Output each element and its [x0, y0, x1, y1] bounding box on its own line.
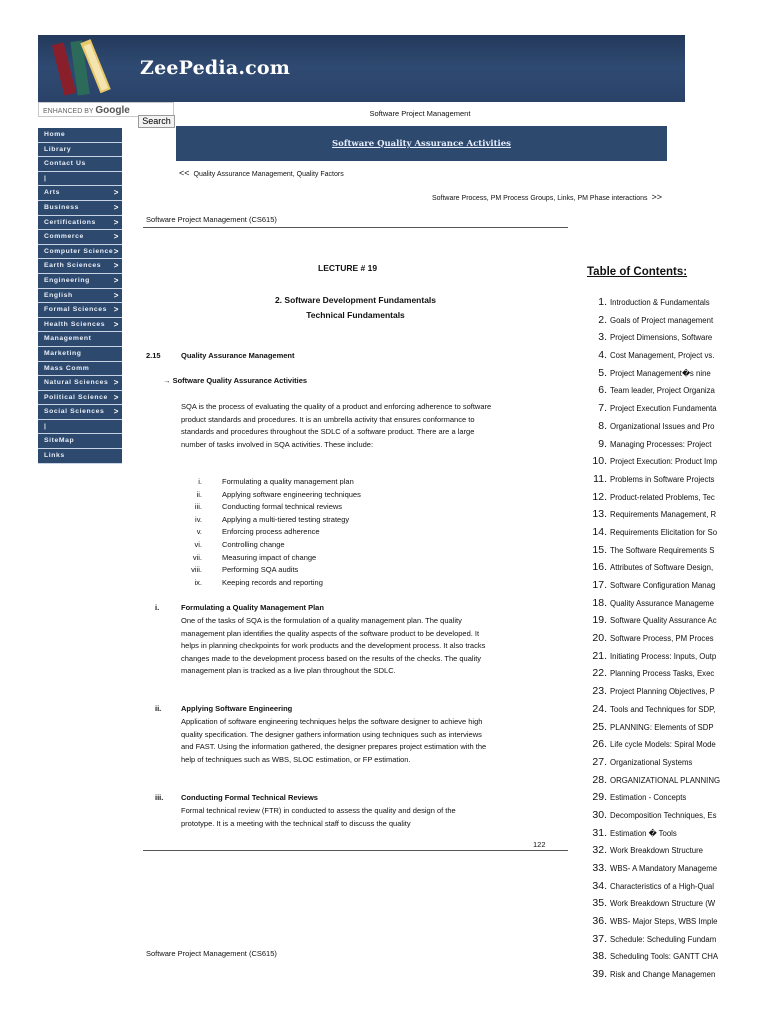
next-page-header: Software Project Management (CS615) [146, 949, 277, 958]
sidebar-item[interactable] [38, 216, 122, 231]
subsection-title: Applying Software Engineering [181, 704, 293, 713]
toc-item[interactable] [588, 577, 733, 595]
sidebar-item-label: Links [44, 452, 65, 460]
list-item-number: vi. [194, 539, 202, 549]
sidebar-item[interactable] [38, 405, 122, 420]
next-page-label: Software Process, PM Process Groups, Links, PM Phase interactions [431, 195, 648, 202]
toc-item-number: 39. [592, 968, 607, 981]
toc-item[interactable] [588, 913, 733, 931]
list-item-text: Applying software engineering techniques [222, 489, 361, 499]
next-arrow-icon: >> [651, 192, 662, 202]
sidebar-item[interactable] [38, 157, 122, 172]
list-item [181, 564, 481, 577]
list-item-text: Applying a multi-tiered testing strategy [222, 514, 350, 524]
sidebar-item-label: Commerce [44, 233, 84, 241]
toc-item-link[interactable]: Project Management�s nine [610, 368, 711, 378]
sidebar-item[interactable] [38, 274, 122, 289]
sidebar-item[interactable] [38, 449, 122, 464]
chevron-right-icon: > [113, 217, 119, 227]
toc-item-number: 32. [592, 844, 607, 857]
sidebar-item[interactable] [38, 420, 122, 435]
toc-item-number: 18. [592, 596, 607, 609]
toc-item[interactable] [588, 595, 733, 613]
toc-item[interactable] [588, 542, 733, 560]
toc-item-link[interactable]: Decomposition Techniques, Es [610, 810, 717, 820]
toc-item[interactable] [588, 878, 733, 896]
toc-item[interactable] [588, 630, 733, 648]
toc-item-link[interactable]: Work Breakdown Structure (W [610, 899, 716, 909]
sidebar-item-label: | [44, 174, 47, 182]
toc-item-number: 21. [592, 649, 607, 662]
toc-item-number: 22. [592, 667, 607, 680]
document-page [143, 215, 568, 828]
toc-item-link[interactable]: Cost Management, Project vs. [610, 351, 715, 361]
subsection-text: One of the tasks of SQA is the formulation of a quality management plan. The quality management plan identifies the quality aspects of the software product to be developed. It helps in planning checkpoints for work products and the development process. It also tracks changes made to the development process based on the results of the checks. The quality management plan is tracked as a live plan throughout the SDLC. [181, 616, 486, 676]
chevron-right-icon: > [113, 407, 119, 417]
toc-item-link[interactable]: Project Execution: Product Imp [610, 457, 718, 467]
sidebar-item[interactable] [38, 230, 122, 245]
toc-item-link[interactable]: Organizational Issues and Pro [610, 421, 715, 431]
toc-item[interactable] [588, 825, 733, 843]
chevron-right-icon: > [113, 392, 119, 402]
toc-item-number: 25. [592, 720, 607, 733]
page-heading-bar [176, 126, 667, 161]
subheading [163, 376, 307, 385]
list-item-number: iv. [195, 514, 202, 524]
chevron-right-icon: > [113, 378, 119, 388]
toc-item[interactable] [588, 612, 733, 630]
chevron-right-icon: > [113, 232, 119, 242]
toc-item-number: 24. [592, 702, 607, 715]
toc-item-number: 35. [592, 897, 607, 910]
list-item [181, 476, 481, 489]
subsection-number: ii. [155, 704, 162, 713]
list-item-text: Performing SQA audits [222, 565, 299, 575]
page-number: 122 [533, 840, 546, 849]
toc-item[interactable] [588, 312, 733, 330]
sidebar-item[interactable] [38, 201, 122, 216]
toc-item-number: 13. [592, 508, 607, 521]
toc-item-number: 10. [592, 455, 607, 468]
chevron-right-icon: > [113, 290, 119, 300]
sidebar-item[interactable] [38, 143, 122, 158]
sidebar-nav [38, 128, 122, 464]
next-page-link[interactable] [432, 192, 662, 202]
sidebar-item-label: Earth Sciences [44, 262, 102, 270]
toc-item[interactable] [588, 648, 733, 666]
lecture-number: LECTURE # 19 [318, 263, 378, 273]
toc-item-link[interactable]: Attributes of Software Design, [610, 563, 714, 573]
toc-item-link[interactable]: PLANNING: Elements of SDP [610, 722, 714, 732]
sidebar-item[interactable] [38, 347, 122, 362]
list-item-text: Measuring impact of change [222, 552, 317, 562]
list-item-number: viii. [191, 565, 202, 575]
toc-item-link[interactable]: Introduction & Fundamentals [610, 298, 710, 307]
toc-item-link[interactable]: Product-related Problems, Tec [610, 492, 715, 502]
toc-item[interactable] [588, 665, 733, 683]
sidebar-item-label: | [44, 422, 47, 430]
toc-item-link[interactable]: Software Quality Assurance Ac [610, 616, 717, 626]
list-item-number: iii. [194, 502, 202, 512]
list-item-text: Conducting formal technical reviews [222, 502, 343, 512]
toc-item-link[interactable]: Requirements Management, R [610, 510, 717, 520]
sidebar-item-label: Arts [44, 189, 60, 197]
toc-item-number: 17. [592, 579, 607, 591]
toc-item-link[interactable]: ORGANIZATIONAL PLANNING [610, 775, 721, 785]
toc-item[interactable] [588, 294, 733, 312]
sidebar-item[interactable] [38, 186, 122, 201]
document-header: Software Project Management (CS615) [143, 215, 568, 228]
toc-item-number: 29. [592, 791, 607, 804]
toc-item[interactable] [588, 453, 733, 471]
section-title: Quality Assurance Management [181, 351, 295, 360]
chevron-right-icon: > [113, 188, 119, 198]
sidebar-item[interactable] [38, 289, 122, 304]
toc-item[interactable] [588, 931, 733, 949]
toc-item-link[interactable]: Organizational Systems [610, 757, 693, 767]
subsection-title: Conducting Formal Technical Reviews [181, 793, 318, 802]
site-name[interactable]: ZeePedia.com [140, 57, 291, 79]
subsection-text: Application of software engineering techniques helps the software designer to achieve high quality specification. The designer gathers information using techniques such as interviews and FAST. Using the information gathered, the designer prepares project estimation with the help of techniques such as WBS, SLOC estimation, or FP estimation. [181, 717, 487, 764]
toc-item-link[interactable]: Project Dimensions, Software [610, 333, 713, 343]
list-item [181, 526, 481, 539]
prev-page-label: Quality Assurance Management, Quality Factors [193, 171, 344, 178]
toc-item-link[interactable]: Work Breakdown Structure [610, 846, 704, 856]
toc-item[interactable] [588, 895, 733, 913]
toc-item-number: 26. [592, 738, 607, 751]
sidebar-item[interactable] [38, 318, 122, 333]
toc-item-number: 38. [592, 950, 607, 963]
sidebar-item-label: Business [44, 203, 80, 211]
list-item-number: i. [198, 477, 202, 486]
list-item [181, 577, 481, 590]
list-item [181, 514, 481, 527]
prev-page-link[interactable] [179, 168, 344, 178]
list-item-text: Controlling change [222, 539, 285, 549]
chevron-right-icon: > [113, 246, 119, 256]
toc-item-number: 1. [598, 296, 607, 308]
toc-item-number: 31. [592, 826, 607, 839]
toc-item-link[interactable]: Goals of Project management [610, 315, 714, 325]
toc-item-link[interactable]: Managing Processes: Project [610, 439, 712, 449]
arrow-right-icon: → [163, 376, 171, 385]
toc-item[interactable] [588, 559, 733, 577]
sidebar-item[interactable] [38, 376, 122, 391]
sidebar-item[interactable] [38, 434, 122, 449]
toc-item-number: 12. [592, 490, 607, 503]
list-item-number: v. [196, 527, 202, 537]
toc-item-link[interactable]: WBS- Major Steps, WBS Imple [610, 917, 718, 927]
toc-item-number: 30. [592, 808, 607, 821]
sidebar-item[interactable] [38, 128, 122, 143]
toc-item-number: 19. [592, 614, 607, 627]
sidebar-item-label: Natural Sciences [44, 379, 109, 387]
toc-item-link[interactable]: Requirements Elicitation for So [610, 527, 718, 537]
list-item-number: vii. [192, 552, 202, 562]
chapter-subtitle: Technical Fundamentals [306, 310, 405, 320]
toc-item-number: 5. [598, 366, 607, 379]
toc-item-link[interactable]: Project Execution Fundamenta [610, 404, 717, 414]
subheading-label: Software Quality Assurance Activities [172, 376, 308, 385]
list-item [181, 501, 481, 514]
intro-paragraph: SQA is the process of evaluating the quality of a product and enforcing adherence to software product standards and procedures. It is an umbrella activity that ensures conformance to standards and procedures throughout the SDLC of a software product. There are a large number of tasks involved in SQA activities. These include: [181, 402, 492, 449]
toc-item[interactable] [588, 382, 733, 400]
list-item [181, 552, 481, 565]
toc-item-number: 28. [592, 773, 607, 786]
toc-item-link[interactable]: Scheduling Tools: GANTT CHA [610, 952, 719, 962]
toc-item[interactable] [588, 489, 733, 507]
toc-item-link[interactable]: The Software Requirements S [610, 545, 715, 555]
subsection-number: i. [155, 603, 160, 612]
toc-item-link[interactable]: Characteristics of a High-Qual [610, 881, 714, 891]
toc-item-number: 34. [592, 879, 607, 892]
search-button[interactable]: Search [138, 115, 175, 128]
toc-item-link[interactable]: WBS- A Mandatory Manageme [610, 864, 718, 873]
page-heading-link[interactable]: Software Quality Assurance Activities [332, 138, 511, 149]
toc-item-number: 4. [598, 349, 607, 362]
sidebar-item[interactable] [38, 391, 122, 406]
toc-item-number: 33. [592, 862, 607, 874]
toc-item[interactable] [588, 701, 733, 719]
chevron-right-icon: > [113, 319, 119, 329]
chevron-right-icon: > [113, 202, 119, 212]
toc-item[interactable] [588, 860, 733, 878]
sidebar-item-label: Health Sciences [44, 320, 106, 328]
list-item-text: Enforcing process adherence [222, 527, 320, 537]
sidebar-item[interactable] [38, 362, 122, 377]
toc-item[interactable] [588, 329, 733, 347]
sidebar-item-label: SiteMap [44, 437, 75, 445]
toc-item[interactable] [588, 736, 733, 754]
toc-item-number: 16. [592, 561, 607, 574]
sidebar-item-label: English [44, 291, 73, 299]
toc-item[interactable] [588, 506, 733, 524]
table-of-contents [588, 294, 733, 984]
site-banner [38, 35, 685, 102]
toc-item[interactable] [588, 471, 733, 489]
sidebar-item-label: Engineering [44, 276, 90, 284]
toc-item-link[interactable]: Software Configuration Manag [610, 581, 716, 590]
toc-item-number: 20. [592, 632, 607, 645]
toc-item-number: 8. [598, 419, 607, 432]
sidebar-item-label: Contact Us [44, 160, 86, 168]
sidebar-item-label: Management [44, 335, 92, 343]
toc-item[interactable] [588, 436, 733, 454]
toc-title: Table of Contents: [587, 266, 688, 278]
toc-item-number: 7. [598, 402, 607, 415]
page-subject-title: Software Project Management [369, 109, 471, 118]
toc-item-link[interactable]: Problems in Software Projects [610, 474, 715, 484]
toc-item-link[interactable]: Risk and Change Managemen [610, 970, 716, 980]
toc-item-number: 23. [592, 685, 607, 698]
toc-item[interactable] [588, 524, 733, 542]
toc-item-number: 37. [592, 932, 607, 945]
books-logo-icon[interactable] [46, 37, 136, 101]
toc-item[interactable] [588, 683, 733, 701]
toc-item-number: 9. [598, 437, 607, 450]
prev-arrow-icon: << [179, 168, 190, 178]
toc-item[interactable] [588, 365, 733, 383]
toc-item[interactable] [588, 772, 733, 790]
list-item [181, 489, 481, 502]
toc-item-link[interactable]: Quality Assurance Manageme [610, 598, 715, 608]
chapter-title: 2. Software Development Fundamentals [274, 295, 437, 305]
sidebar-item-label: Political Science [44, 393, 108, 401]
sidebar-item-label: Mass Comm [44, 364, 90, 372]
toc-item[interactable] [588, 400, 733, 418]
sidebar-item-label: Computer Science [44, 247, 114, 255]
google-logo: Google [95, 105, 130, 116]
sidebar-item[interactable] [38, 303, 122, 318]
toc-item-link[interactable]: Estimation - Concepts [610, 793, 687, 803]
page-divider [143, 850, 568, 851]
toc-item-link[interactable]: Software Process, PM Proces [610, 634, 714, 644]
sidebar-item[interactable] [38, 172, 122, 187]
toc-item-number: 14. [592, 525, 607, 538]
section-number: 2.15 [146, 351, 161, 360]
toc-item-number: 11. [593, 472, 607, 485]
enhanced-by-label: ENHANCED BY [43, 108, 94, 115]
toc-item[interactable] [588, 948, 733, 966]
sidebar-item-label: Marketing [44, 349, 82, 357]
sidebar-item-label: Certifications [44, 218, 96, 226]
toc-item-link[interactable]: Schedule: Scheduling Fundam [610, 934, 717, 944]
toc-item-number: 6. [598, 384, 607, 397]
toc-item[interactable] [588, 347, 733, 365]
toc-item-link[interactable]: Life cycle Models: Spiral Mode [610, 740, 716, 750]
activities-list [181, 476, 481, 589]
toc-item[interactable] [588, 418, 733, 436]
chevron-right-icon: > [113, 305, 119, 315]
list-item-text: Formulating a quality management plan [222, 477, 354, 486]
list-item-text: Keeping records and reporting [222, 577, 323, 587]
sidebar-item-label: Social Sciences [44, 408, 105, 416]
sidebar-item-label: Library [44, 145, 72, 153]
list-item-number: ii. [196, 489, 202, 499]
toc-item-number: 36. [592, 915, 607, 928]
toc-item-link[interactable]: Initiating Process: Inputs, Outp [610, 651, 717, 661]
subsection-number: iii. [155, 793, 164, 802]
toc-item[interactable] [588, 719, 733, 737]
toc-item-link[interactable]: Planning Process Tasks, Exec [610, 669, 715, 679]
toc-item-number: 3. [598, 331, 607, 344]
toc-item[interactable] [588, 842, 733, 860]
subsection-title: Formulating a Quality Management Plan [181, 603, 324, 612]
sidebar-item[interactable] [38, 245, 122, 260]
toc-item[interactable] [588, 807, 733, 825]
list-item-number: ix. [194, 577, 202, 587]
list-item [181, 539, 481, 552]
toc-item-number: 2. [598, 313, 607, 326]
toc-item[interactable] [588, 966, 733, 984]
toc-item[interactable] [588, 754, 733, 772]
chevron-right-icon: > [113, 261, 119, 271]
subsection-text: Formal technical review (FTR) in conducted to assess the quality and design of the prototype. It is a meeting with the technical staff to discuss the quality [181, 806, 456, 828]
toc-item-link[interactable]: Tools and Techniques for SDP, [610, 704, 716, 714]
toc-item-link[interactable]: Project Planning Objectives, P [610, 687, 715, 697]
toc-item-link[interactable]: Team leader, Project Organiza [610, 386, 715, 396]
toc-item-link[interactable]: Estimation � Tools [610, 828, 677, 838]
toc-item-number: 27. [592, 755, 607, 768]
sidebar-item-label: Home [44, 131, 66, 138]
sidebar-item[interactable] [38, 259, 122, 274]
toc-item[interactable] [588, 789, 733, 807]
sidebar-item[interactable] [38, 332, 122, 347]
toc-item-number: 15. [592, 543, 607, 556]
chevron-right-icon: > [113, 275, 119, 285]
sidebar-item-label: Formal Sciences [44, 306, 108, 314]
